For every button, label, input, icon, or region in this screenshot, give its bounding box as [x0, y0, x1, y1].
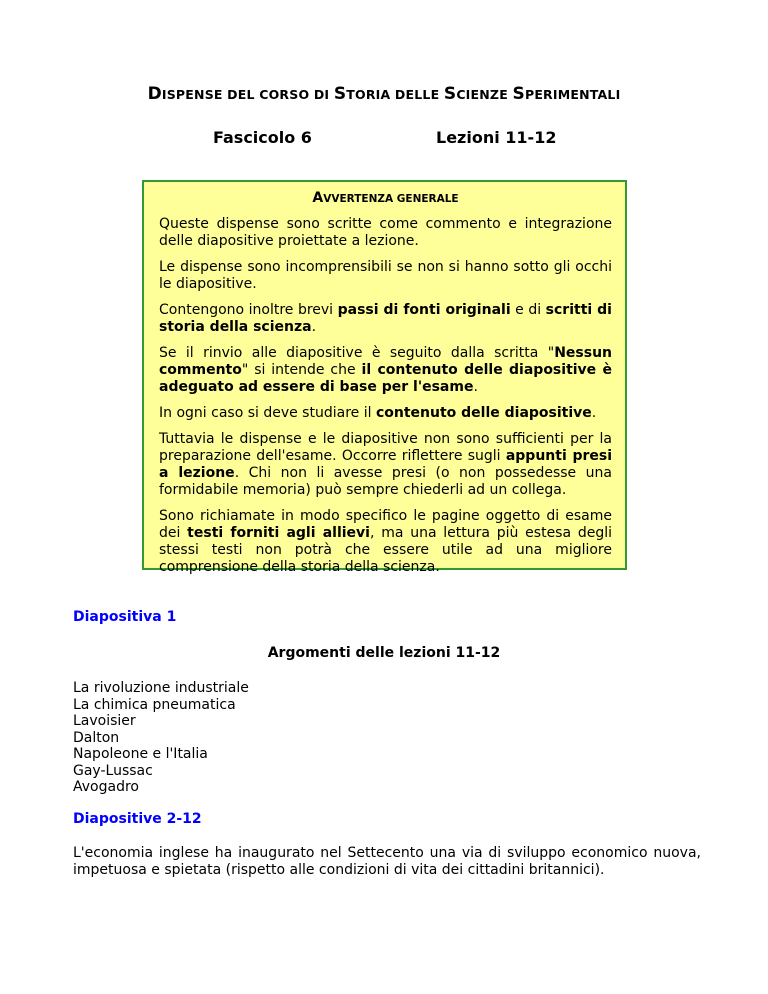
title-part: SPERIMENTALI: [512, 84, 621, 104]
bold-text: appunti presi a lezione: [159, 448, 612, 481]
title-part: DISPENSE DEL CORSO DI: [147, 84, 334, 104]
warning-paragraph: [159, 259, 612, 293]
text-run: e di: [510, 302, 546, 318]
slide-1-subheading: Argomenti delle lezioni 11-12: [267, 645, 501, 661]
topic-item: Dalton: [73, 729, 120, 746]
text-run: Contengono inoltre brevi: [159, 302, 338, 318]
warning-paragraph: [159, 508, 612, 576]
text-run: In ogni caso si deve studiare il: [159, 405, 376, 421]
bold-text: Nessun commento: [159, 345, 612, 378]
topic-list: [73, 680, 249, 796]
topic-item: Lavoisier: [73, 713, 136, 729]
text-run: , ma una lettura più estesa degli stessi testi non potrà che essere utile ad una migliore comprensione della storia della scienza.: [159, 525, 612, 575]
slides-2-12-paragraph: L'economia inglese ha inaugurato nel Settecento una via di sviluppo economico nuova, impetuosa e spietata (rispetto alle condizioni di vita dei cittadini britannici).: [73, 845, 701, 878]
text-run: .: [473, 379, 478, 395]
warning-paragraph: [159, 302, 612, 336]
bold-text: scritti di storia della scienza: [159, 302, 612, 335]
warning-paragraph: [159, 345, 612, 396]
bold-text: testi forniti agli allievi: [187, 525, 370, 541]
text-run: .: [591, 405, 597, 421]
text-run: Queste dispense sono scritte come commento e integrazione delle diapositive proiettate a lezione.: [159, 216, 612, 249]
document-title: [0, 86, 768, 103]
topic-item: La chimica pneumatica: [73, 696, 236, 713]
bold-text: il contenuto delle diapositive è adeguato ad essere di base per l'esame: [159, 362, 612, 395]
text-run: Le dispense sono incomprensibili se non si hanno sotto gli occhi le diapositive.: [159, 259, 612, 292]
text-run: Tuttavia le dispense e le diapositive non sono sufficienti per la preparazione dell'esame. Occorre riflettere sugli: [159, 431, 612, 464]
text-run: . Chi non li avesse presi (o non possedesse una formidabile memoria) può sempre chiederli ad un collega.: [159, 465, 612, 498]
topic-item: Avogadro: [73, 779, 139, 795]
text-run: " si intende che: [241, 362, 362, 378]
text-run: .: [311, 319, 317, 335]
topic-item: La rivoluzione industriale: [73, 680, 249, 696]
slide-1-heading: Diapositiva 1: [73, 609, 177, 625]
warning-paragraph: [159, 405, 612, 422]
slides-2-12-heading: Diapositive 2-12: [73, 811, 202, 827]
warning-paragraphs: [159, 216, 612, 576]
warning-paragraph: [159, 431, 612, 499]
lezioni-label: Lezioni 11-12: [436, 128, 557, 147]
bold-text: contenuto delle diapositive: [375, 405, 592, 421]
text-run: Sono richiamate in modo specifico le pagine oggetto di esame dei: [159, 508, 612, 541]
bold-text: passi di fonti originali: [337, 302, 511, 318]
topic-item: Napoleone e l'Italia: [73, 746, 208, 762]
warning-paragraph: [159, 216, 612, 250]
topic-item: Gay-Lussac: [73, 762, 153, 779]
fascicolo-label: Fascicolo 6: [213, 128, 312, 147]
general-warning-box: [142, 180, 627, 575]
title-part: STORIA DELLE: [333, 84, 444, 104]
warning-title: AVVERTENZA GENERALE: [312, 190, 459, 206]
title-part: SCIENZE: [443, 84, 513, 104]
text-run: Se il rinvio alle diapositive è seguito dalla scritta ": [159, 345, 555, 361]
